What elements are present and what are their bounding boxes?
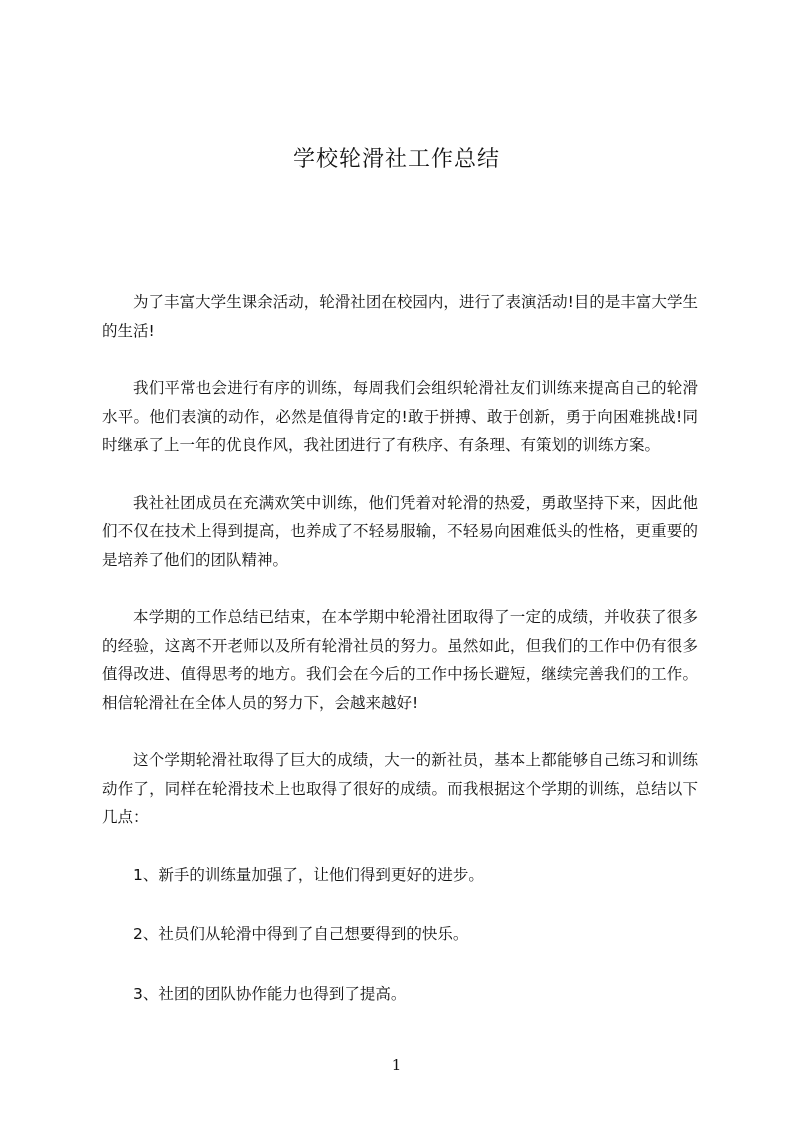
paragraph: 这个学期轮滑社取得了巨大的成绩，大一的新社员，基本上都能够自己练习和训练动作了，同样在轮滑技术上也取得了很好的成绩。而我根据这个学期的训练，总结以下几点： xyxy=(102,751,698,826)
document-body xyxy=(102,288,698,1039)
list-item: 1、新手的训练量加强了，让他们得到更好的进步。 xyxy=(133,865,484,884)
paragraph: 为了丰富大学生课余活动，轮滑社团在校园内，进行了表演活动!目的是丰富大学生的生活! xyxy=(102,293,698,340)
paragraph: 我社社团成员在充满欢笑中训练，他们凭着对轮滑的热爱，勇敢坚持下来，因此他们不仅在技术上得到提高，也养成了不轻易服输，不轻易向困难低头的性格，更重要的是培养了他们的团队精神。 xyxy=(102,493,698,569)
list-item: 2、社员们从轮滑中得到了自己想要得到的快乐。 xyxy=(133,925,469,943)
document-title: 学校轮滑社工作总结 xyxy=(292,147,500,172)
page-number: 1 xyxy=(391,1056,402,1074)
list-item: 3、社团的团队协作能力也得到了提高。 xyxy=(133,984,407,1003)
paragraph: 我们平常也会进行有序的训练，每周我们会组织轮滑社友们训练来提高自己的轮滑水平。他们表演的动作，必然是值得肯定的!敢于拼搏、敢于创新，勇于向困难挑战!同时继承了上一年的优良作风，我社团进行了有秩序、有条理、有策划的训练方案。 xyxy=(102,379,698,454)
paragraph: 本学期的工作总结已结束，在本学期中轮滑社团取得了一定的成绩，并收获了很多的经验，这离不开老师以及所有轮滑社员的努力。虽然如此，但我们的工作中仍有很多值得改进、值得思考的地方。我们会在今后的工作中扬长避短，继续完善我们的工作。相信轮滑社在全体人员的努力下，会越来越好! xyxy=(102,608,698,712)
